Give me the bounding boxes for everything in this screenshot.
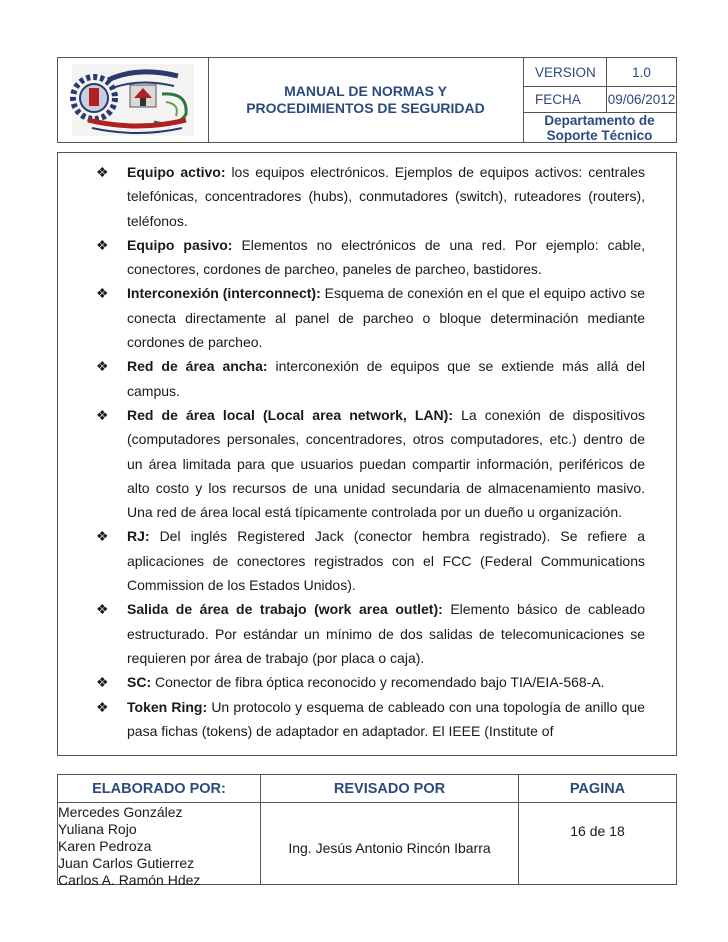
- glossary-term: RJ:: [127, 528, 150, 545]
- glossary-item: [96, 281, 645, 354]
- glossary-item: [96, 670, 645, 694]
- document-footer: [57, 774, 677, 888]
- glossary-item: [96, 597, 645, 670]
- diamond-bullet-icon: ❖: [96, 698, 109, 715]
- manual-title-line1: MANUAL DE NORMAS Y: [284, 83, 447, 99]
- manual-title-line2: PROCEDIMIENTOS DE SEGURIDAD: [246, 100, 485, 116]
- diamond-bullet-icon: ❖: [96, 285, 109, 302]
- glossary-term: Equipo activo:: [127, 164, 226, 180]
- manual-title: [208, 58, 524, 142]
- glossary-content: [57, 152, 677, 756]
- glossary-term: SC:: [127, 674, 152, 691]
- glossary-item: [96, 403, 645, 524]
- date-label: FECHA: [523, 86, 607, 112]
- diamond-bullet-icon: ❖: [96, 406, 109, 423]
- page-number: 16 de 18: [570, 823, 625, 839]
- glossary-term: Red de área local (Local area network, LAN):: [127, 406, 453, 423]
- elaborado-column: [58, 775, 261, 888]
- diamond-bullet-icon: ❖: [96, 236, 109, 253]
- date-value: 09/06/2012: [607, 91, 676, 107]
- glossary-item: [96, 233, 645, 282]
- author-name: Mercedes González: [58, 804, 183, 820]
- pagina-header: PAGINA: [519, 775, 676, 803]
- glossary-definition: los equipos electrónicos. Ejemplos de equipos activos: centrales telefónicas, concentradores (hubs), conmutadores (switch), ruteadores (routers), teléfonos.: [127, 164, 645, 229]
- document-header: [57, 57, 677, 143]
- glossary-term: Token Ring:: [127, 698, 208, 715]
- glossary-term: Interconexión (interconnect):: [127, 285, 321, 302]
- glossary-definition: Del inglés Registered Jack (conector hembra registrado). Se refiere a aplicaciones de conectores registrados con el FCC (Federal Communications Commission de los Estados Unidos).: [127, 528, 645, 594]
- glossary-item: [96, 695, 645, 744]
- glossary-definition: Un protocolo y esquema de cableado con una topología de anillo que pasa fichas (tokens) de adaptador en adaptador. El IEEE (Institute of: [127, 698, 645, 739]
- revisado-header: REVISADO POR: [261, 775, 518, 803]
- diamond-bullet-icon: ❖: [96, 674, 109, 691]
- department-row: [523, 112, 676, 142]
- version-label: VERSION: [523, 58, 607, 86]
- diamond-bullet-icon: ❖: [96, 164, 109, 180]
- glossary-term: Equipo pasivo:: [127, 236, 233, 253]
- institute-logo-icon: [58, 58, 208, 142]
- authors-list: [58, 803, 260, 889]
- glossary-item: [96, 160, 645, 233]
- glossary-item: [96, 524, 645, 597]
- version-value: 1.0: [632, 64, 651, 80]
- glossary-term: Salida de área de trabajo (work area outlet):: [127, 601, 443, 618]
- glossary-item: [96, 354, 645, 403]
- elaborado-header: ELABORADO POR:: [58, 775, 260, 803]
- date-row: [523, 86, 676, 113]
- department-name: Departamento de Soporte Técnico: [544, 113, 655, 143]
- version-row: [523, 58, 676, 87]
- glossary-definition: La conexión de dispositivos (computadores personales, concentradores, otros computadores, etc.) dentro de un área limitada para que usuarios puedan compartir información, periféricos de alto costo y los recursos de una unidad secundaria de almacenamiento masivo. Una red de área local está típicamente controlada por un dueño u organización.: [127, 406, 646, 521]
- logo-cell: [58, 58, 209, 142]
- glossary-definition: Elemento básico de cableado estructurado. Por estándar un mínimo de dos salidas de telecomunicaciones se requieren por área de trabajo (por placa o caja).: [127, 601, 645, 666]
- glossary-definition: Esquema de conexión en el que el equipo activo se conecta directamente al panel de parcheo o bloque determinación mediante cordones de parcheo.: [127, 285, 645, 351]
- diamond-bullet-icon: ❖: [96, 358, 109, 375]
- revisado-column: [261, 775, 519, 884]
- author-name: Juan Carlos Gutierrez: [58, 855, 195, 871]
- reviewer-name: Ing. Jesús Antonio Rincón Ibarra: [288, 840, 491, 856]
- glossary-definition: Conector de fibra óptica reconocido y recomendado bajo TIA/EIA-568-A.: [151, 674, 605, 691]
- glossary-term: Red de área ancha:: [127, 358, 268, 375]
- author-name: Carlos A. Ramón Hdez: [58, 872, 201, 888]
- author-name: Yuliana Rojo: [58, 821, 137, 837]
- diamond-bullet-icon: ❖: [96, 528, 109, 545]
- author-name: Karen Pedroza: [58, 838, 152, 854]
- pagina-column: [519, 775, 676, 884]
- glossary-definition: interconexión de equipos que se extiende más allá del campus.: [127, 358, 645, 399]
- glossary-list: [96, 160, 645, 743]
- glossary-definition: Elementos no electrónicos de una red. Por ejemplo: cable, conectores, cordones de parcheo, paneles de parcheo, bastidores.: [127, 236, 645, 278]
- diamond-bullet-icon: ❖: [96, 601, 109, 618]
